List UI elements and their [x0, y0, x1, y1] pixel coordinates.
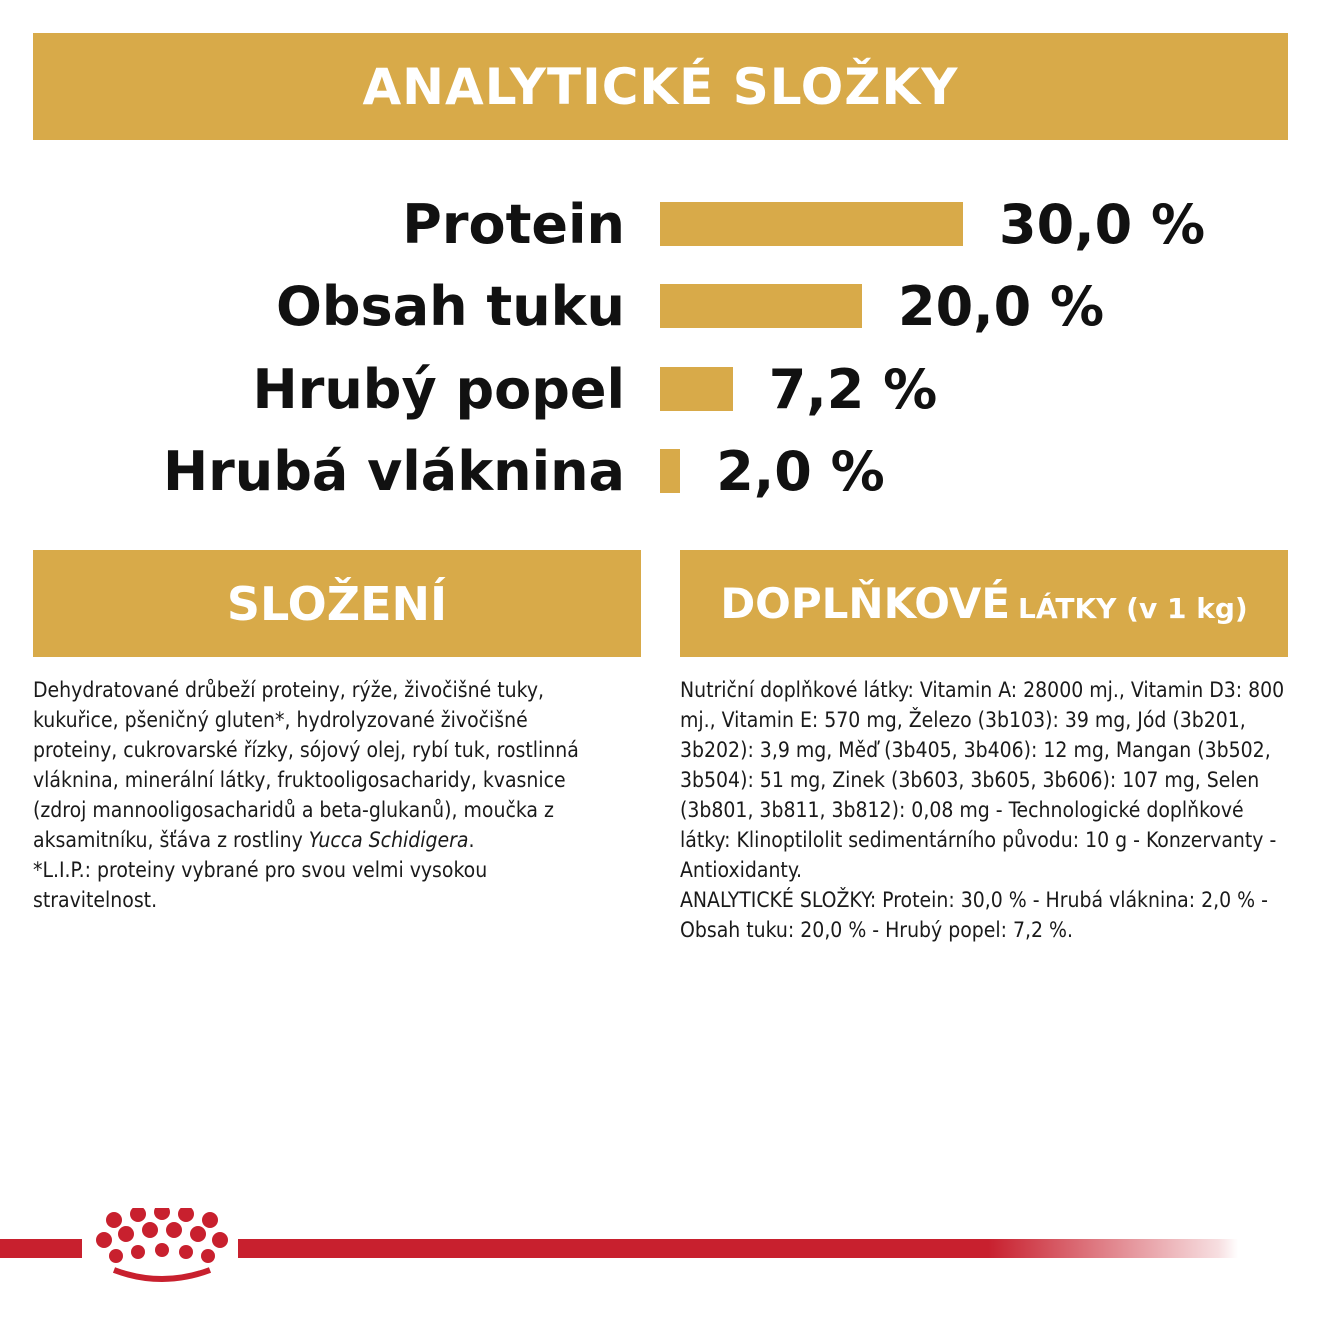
composition-body-end: . [468, 828, 475, 852]
analytics-value: 20,0 % [898, 275, 1105, 338]
composition-text [33, 675, 593, 915]
analytics-value: 7,2 % [768, 358, 938, 421]
analytics-bar [660, 449, 680, 493]
additives-title-small: LÁTKY (v 1 kg) [1018, 592, 1248, 625]
footer-line-left [0, 1239, 82, 1258]
analytics-label: Protein [402, 193, 625, 256]
analytics-bar [660, 284, 862, 328]
additives-header [680, 550, 1288, 657]
analytics-value: 30,0 % [999, 193, 1206, 256]
analytics-header [33, 33, 1288, 140]
footer-line-right [238, 1239, 1238, 1258]
analytics-value: 2,0 % [716, 440, 885, 503]
analytics-label: Hrubá vláknina [162, 440, 625, 503]
analytics-bar [660, 202, 963, 246]
analytics-row [0, 272, 1320, 342]
analytics-row [0, 437, 1320, 507]
analytics-title: ANALYTICKÉ SLOŽKY [362, 57, 959, 116]
royal-canin-crown-icon [92, 1208, 232, 1288]
composition-header [33, 550, 641, 657]
analytics-label: Obsah tuku [276, 275, 625, 338]
additives-text [680, 675, 1290, 945]
analytics-row [0, 190, 1320, 260]
composition-italic: Yucca Schidigera [308, 828, 469, 852]
analytics-label: Hrubý popel [252, 358, 625, 421]
composition-body: Dehydratované drůbeží proteiny, rýže, živočišné tuky, kukuřice, pšeničný gluten*, hydrolyzované živočišné proteiny, cukrovarské řízky, sójový olej, rybí tuk, rostlinná vláknina, minerální látky, fruktooligosacharidy, kvasnice (zdroj mannooligosacharidů a beta-glukanů), moučka z aksamitníku, šťáva z rostliny [33, 678, 579, 852]
analytics-bar [660, 367, 733, 411]
composition-title: SLOŽENÍ [226, 576, 448, 631]
additives-analytic-summary: ANALYTICKÉ SLOŽKY: Protein: 30,0 % - Hrubá vláknina: 2,0 % - Obsah tuku: 20,0 % - Hrubý popel: 7,2 %. [680, 888, 1268, 942]
analytics-row [0, 355, 1320, 425]
additives-body: Nutriční doplňkové látky: Vitamin A: 28000 mj., Vitamin D3: 800 mj., Vitamin E: 570 mg, Železo (3b103): 39 mg, Jód (3b201, 3b202): 3,9 mg, Měď (3b405, 3b406): 12 mg, Mangan (3b502, 3b504): 51 mg, Zinek (3b603, 3b605, 3b606): 107 mg, Selen (3b801, 3b811, 3b812): 0,08 mg - Technologické doplňkové látky: Klinoptilolit sedimentárního původu: 10 g - Konzervanty - Antioxidanty. [680, 678, 1285, 882]
additives-title-main: DOPLŇKOVÉ [720, 579, 1011, 628]
composition-footnote: *L.I.P.: proteiny vybrané pro svou velmi vysokou stravitelnost. [33, 858, 488, 912]
